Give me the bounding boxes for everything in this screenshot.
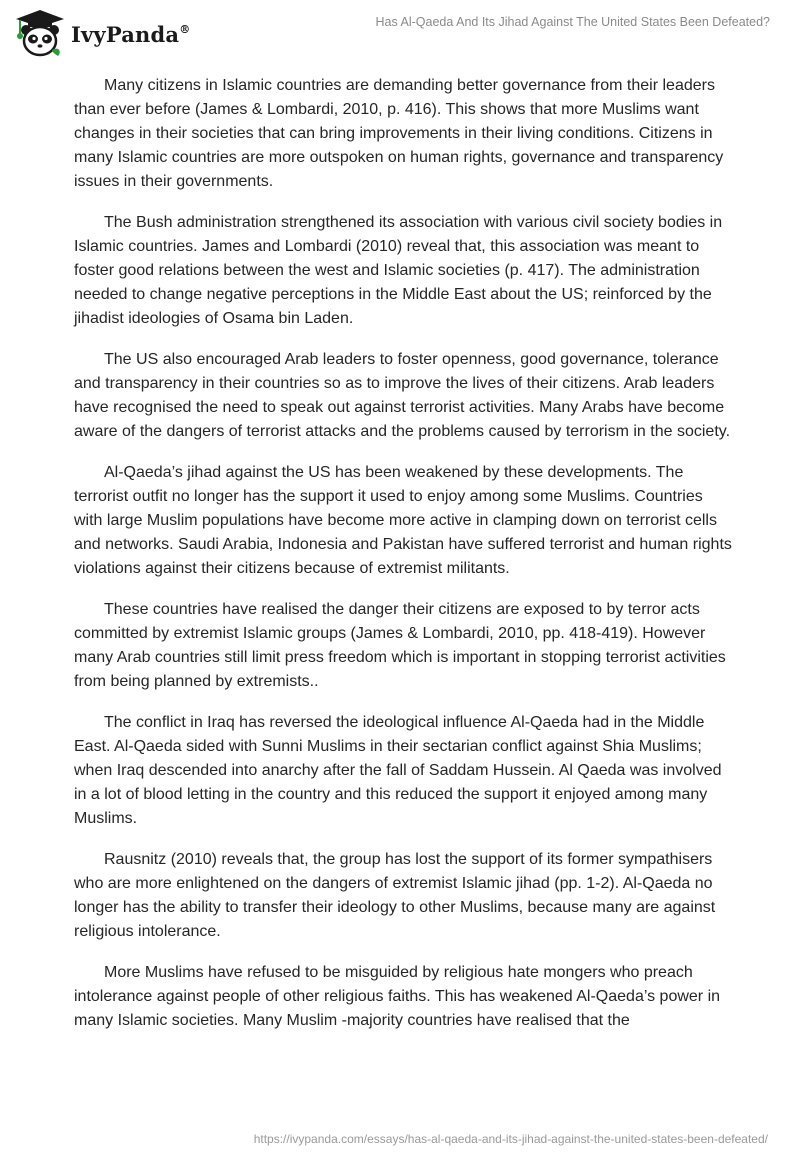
panda-graduate-icon [12, 8, 68, 58]
paragraph: The US also encouraged Arab leaders to foster openness, good governance, tolerance and transparency in their countries so as to improve the lives of their citizens. Arab leaders have recognised the need to speak out against terrorist activities. Many Arabs have become aware of the dangers of terrorist attacks and the problems caused by terrorism in the society. [74, 351, 731, 440]
paragraph: The conflict in Iraq has reversed the ideological influence Al-Qaeda had in the Middle East. Al-Qaeda sided with Sunni Muslims in their sectarian conflict against Shia Muslims; when Iraq descended into anarchy after the fall of Saddam Hussein. Al Qaeda was involved in a lot of blood letting in the country and this reduced the support it enjoyed among many Muslims. [74, 714, 722, 827]
paragraph: Al-Qaeda’s jihad against the US has been weakened by these developments. The terrorist outfit no longer has the support it used to enjoy among some Muslims. Countries with large Muslim populations have become more active in clamping down on terrorist cells and networks. Saudi Arabia, Indonesia and Pakistan have suffered terrorist and human rights violations against their citizens because of extremist militants. [74, 464, 732, 577]
brand-name: IvyPanda® [71, 21, 191, 47]
page-header [0, 0, 800, 62]
registered-mark: ® [179, 22, 191, 36]
paragraph: These countries have realised the danger their citizens are exposed to by terror acts committed by extremist Islamic groups (James & Lombardi, 2010, pp. 418-419). However many Arab countries still limit press freedom which is important in stopping terrorist activities from being planned by extremists.. [74, 601, 726, 690]
source-url[interactable]: https://ivypanda.com/essays/has-al-qaeda-and-its-jihad-against-the-united-states-been-defeated/ [253, 1132, 768, 1146]
paragraph: Many citizens in Islamic countries are demanding better governance from their leaders than ever before (James & Lombardi, 2010, p. 416). This shows that more Muslims want changes in their societies that can bring improvements in their living conditions. Citizens in many Islamic countries are more outspoken on human rights, governance and transparency issues in their governments. [74, 77, 724, 190]
document-title: Has Al-Qaeda And Its Jihad Against The United States Been Defeated? [375, 15, 770, 29]
paragraph: The Bush administration strengthened its association with various civil society bodies in Islamic countries. James and Lombardi (2010) reveal that, this association was meant to foster good relations between the west and Islamic societies (p. 417). The administration needed to change negative perceptions in the Middle East about the US; reinforced by the jihadist ideologies of Osama bin Laden. [74, 214, 723, 327]
ivypanda-logo[interactable] [12, 8, 190, 58]
paragraph: Rausnitz (2010) reveals that, the group has lost the support of its former sympathisers who are more enlightened on the dangers of extremist Islamic jihad (pp. 1-2). Al-Qaeda no longer has the ability to transfer their ideology to other Muslims, because many are against religious intolerance. [74, 851, 716, 940]
paragraph: More Muslims have refused to be misguided by religious hate mongers who preach intolerance against people of other religious faiths. This has weakened Al-Qaeda’s power in many Islamic societies. Many Muslim -majority countries have realised that the [74, 964, 721, 1029]
essay-body [74, 74, 734, 1050]
